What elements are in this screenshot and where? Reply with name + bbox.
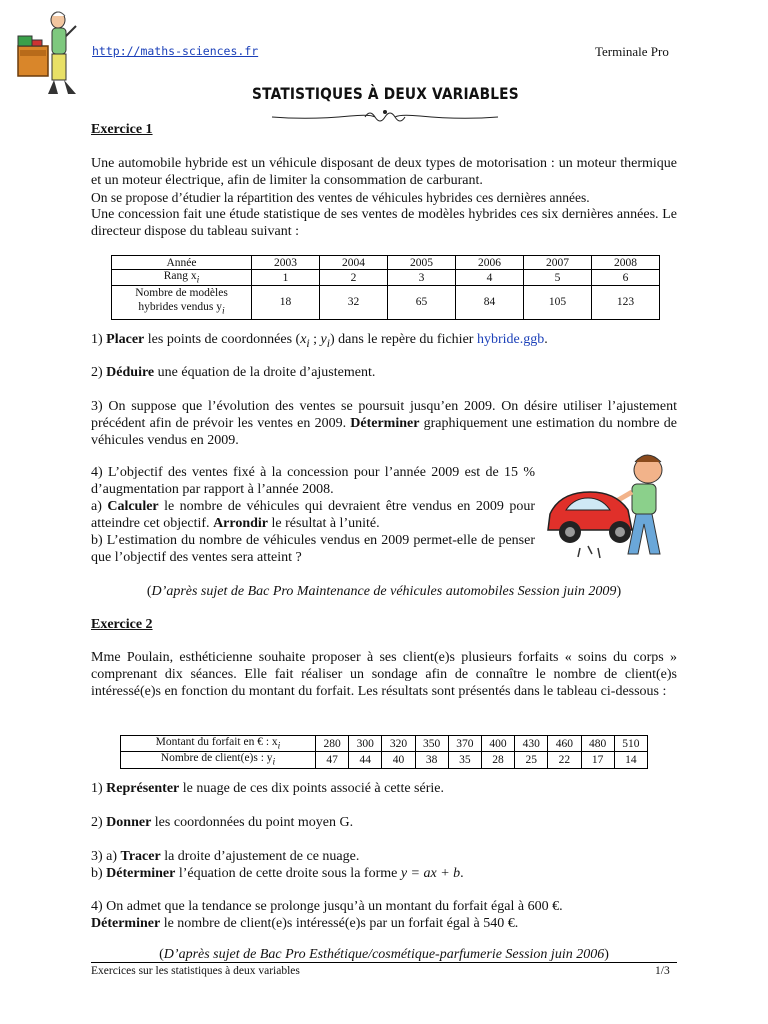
ex2-clients-cell: 17 [581,752,614,768]
ex1-year-cell: 2005 [388,256,456,270]
ex2-clients-cell: 35 [448,752,481,768]
ex1-year-cell: 2006 [456,256,524,270]
ex1-year-cell: 2007 [524,256,592,270]
ex2-amount-cell: 280 [316,736,349,752]
ex2-amount-cell: 320 [382,736,415,752]
ex1-question-1: 1) Placer les points de coordonnées ($x_i$ ; $y_i$) dans le repère du fichier hybride.ggb. [91,332,548,350]
teacher-illustration [14,10,86,102]
footer-title: Exercices sur les statistiques à deux variables [91,965,300,977]
ex1-rank-cell: 1 [252,270,320,286]
ex1-data-table [111,255,660,320]
ex1-sales-cell: 105 [524,286,592,319]
ex2-clients-cell: 22 [548,752,581,768]
ex2-clients-cell: 47 [316,752,349,768]
ex2-clients-cell: 14 [614,752,647,768]
ex2-clients-cell: 38 [415,752,448,768]
ex2-question-3: 3) a) Tracer la droite d’ajustement de ce nuage. b) Déterminer l’équation de cette droite sous la forme y = ax + b. [91,849,464,881]
ex2-clients-cell: 25 [515,752,548,768]
ex2-amount-cell: 510 [614,736,647,752]
ex1-sales-header: Nombre de modèles hybrides vendus $y_i$ [112,286,252,319]
ex2-amount-header: Montant du forfait en € : $x_i$ [121,736,316,752]
ex1-source: (D’après sujet de Bac Pro Maintenance de véhicules automobiles Session juin 2009) [146,584,622,599]
ex1-intro-1: Une automobile hybride est un véhicule disposant de deux types de motorisation : un moteur thermique et un moteur électrique, afin de limiter la consommation de carburant. [91,156,677,188]
ex1-rank-cell: 3 [388,270,456,286]
ex2-data-table [120,735,648,769]
ex2-clients-header: Nombre de client(e)s : $y_i$ [121,752,316,768]
ex1-rank-header: Rang $x_i$ [112,270,252,286]
ex1-question-3: 3) On suppose que l’évolution des ventes se poursuit jusqu’en 2009. On désire utiliser l’ajustement précédent afin de prévoir les ventes en 2009. Déterminer graphiquement une estimation du nombre de véhicules vendus en 2009. [91,399,677,448]
page-number: 1/3 [655,965,670,977]
hybride-file-link[interactable]: hybride.ggb [476,332,545,347]
exercise-2-heading: Exercice 2 [91,617,153,632]
ex1-question-4: 4) L’objectif des ventes fixé à la concession pour l’année 2009 est de 15 % d’augmentation par rapport à l’année 2008. a) Calculer le nombre de véhicules qui devraient être vendus en 2009 pour atteindre cet objectif. Arrondir le résultat à l’unité. b) L’estimation du nombre de véhicules vendus en 2009 permet-elle de penser que l’objectif des ventes sera atteint ? [91,465,535,565]
ex1-sales-cell: 32 [320,286,388,319]
ex2-amount-cell: 300 [349,736,382,752]
ex1-intro-3: Une concession fait une étude statistique de ses ventes de modèles hybrides ces six dernières années. Le directeur dispose du tableau suivant : [91,207,677,239]
ex2-amount-cell: 430 [515,736,548,752]
ex2-amount-cell: 400 [481,736,514,752]
ex1-rank-cell: 5 [524,270,592,286]
ex2-question-4: 4) On admet que la tendance se prolonge jusqu’à un montant du forfait égal à 600 €. Déterminer le nombre de client(e)s intéressé(e)s par un forfait égal à 540 €. [91,899,563,931]
ex1-rank-cell: 2 [320,270,388,286]
ex1-question-2: 2) Déduire une équation de la droite d’ajustement. [91,365,376,380]
ex1-sales-cell: 65 [388,286,456,319]
ex2-question-1: 1) Représenter le nuage de ces dix points associé à cette série. [91,781,444,796]
ex2-amount-cell: 370 [448,736,481,752]
ex2-question-2: 2) Donner les coordonnées du point moyen G. [91,815,354,830]
ex2-source: (D’après sujet de Bac Pro Esthétique/cosmétique-parfumerie Session juin 2006) [159,947,609,962]
ornament-divider [270,108,500,124]
ex1-year-cell: 2004 [320,256,388,270]
car-mechanic-illustration [540,452,672,572]
ex1-year-header: Année [112,256,252,270]
level-label: Terminale Pro [595,44,669,59]
site-url-link[interactable]: http://maths-sciences.fr [92,44,259,58]
ex1-intro-2: On se propose d’étudier la répartition des ventes de véhicules hybrides ces dernières années. [91,190,590,205]
ex1-sales-cell: 123 [592,286,660,319]
ex1-year-cell: 2008 [592,256,660,270]
page-title: STATISTIQUES À DEUX VARIABLES [252,84,519,103]
ex2-amount-cell: 480 [581,736,614,752]
exercise-1-heading: Exercice 1 [91,122,153,137]
ex1-rank-cell: 4 [456,270,524,286]
ex1-rank-cell: 6 [592,270,660,286]
ex1-sales-cell: 84 [456,286,524,319]
ex1-sales-cell: 18 [252,286,320,319]
ex2-amount-cell: 460 [548,736,581,752]
footer-divider [91,962,677,963]
ex2-intro: Mme Poulain, esthéticienne souhaite proposer à ses client(e)s plusieurs forfaits « soins du corps » comprenant dix séances. Elle fait réaliser un sondage afin de connaître le nombre de client(e)s intéressé(e)s en fonction du montant du forfait. Les résultats sont présentés dans le tableau ci-dessous : [91,650,677,699]
ex2-clients-cell: 40 [382,752,415,768]
ex2-clients-cell: 44 [349,752,382,768]
ex2-amount-cell: 350 [415,736,448,752]
ex2-clients-cell: 28 [481,752,514,768]
ex1-year-cell: 2003 [252,256,320,270]
